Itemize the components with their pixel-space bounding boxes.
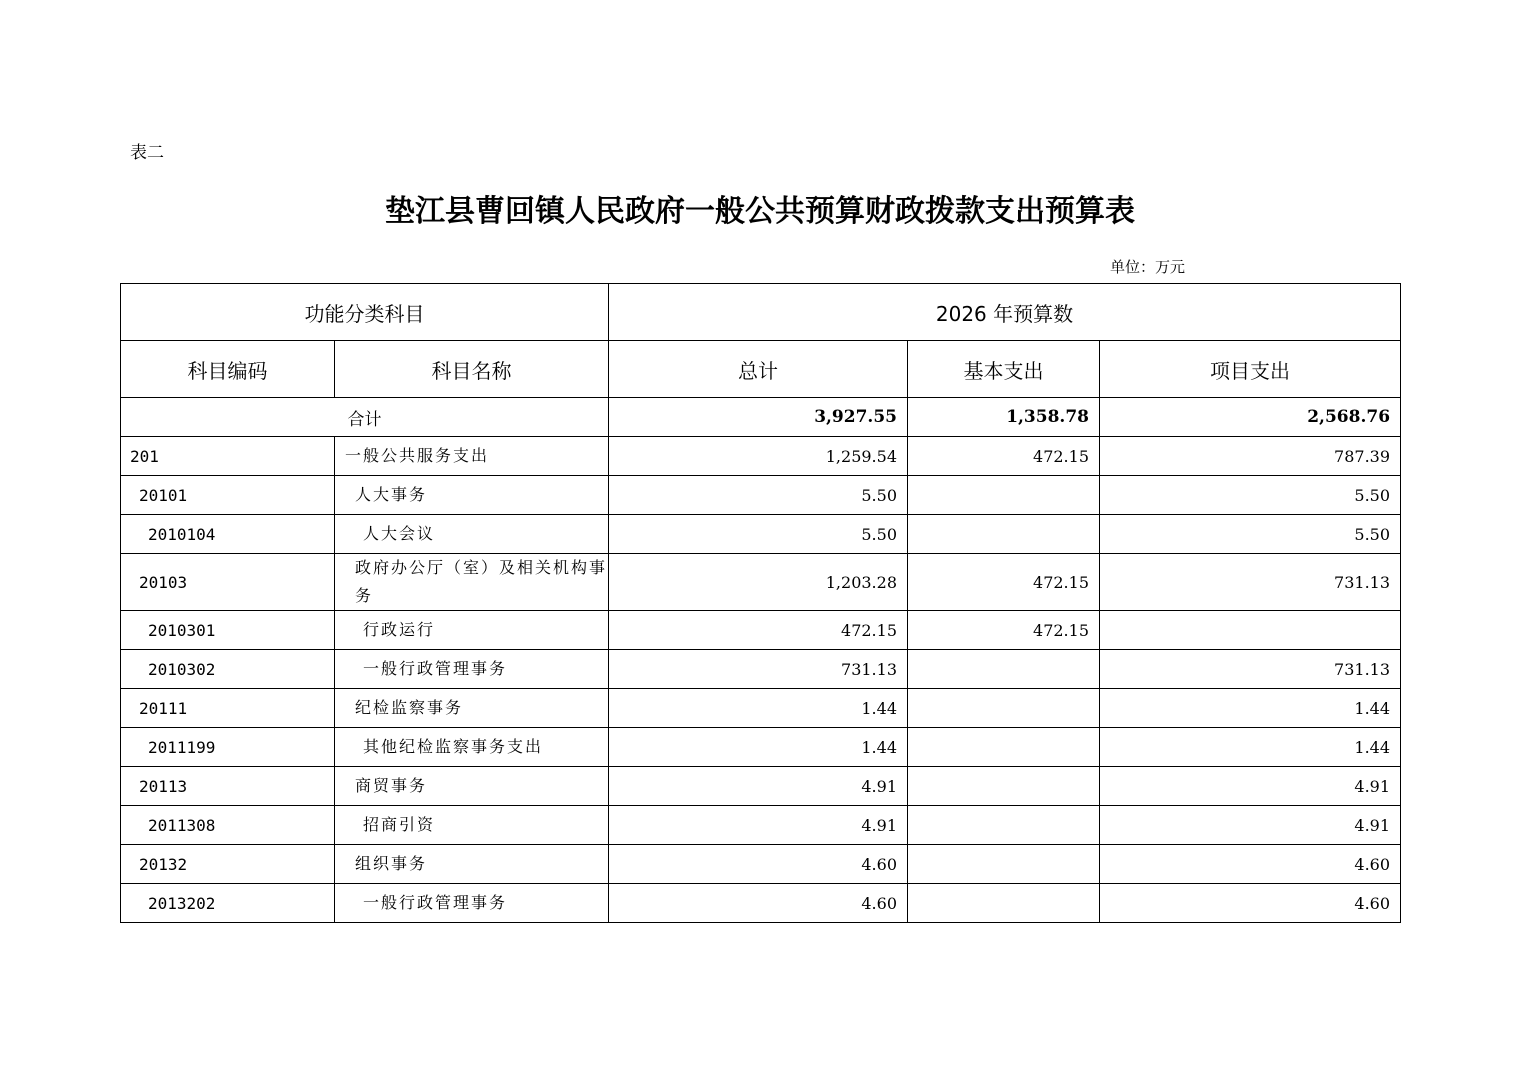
subject-name: 一般行政管理事务 <box>335 884 609 923</box>
row-basic <box>908 806 1100 845</box>
row-basic: 472.15 <box>908 611 1100 650</box>
row-project: 4.91 <box>1100 806 1401 845</box>
subject-code: 20103 <box>121 554 335 611</box>
row-basic <box>908 515 1100 554</box>
subject-code: 2011199 <box>121 728 335 767</box>
table-row <box>121 767 1401 806</box>
budget-table <box>120 283 1401 923</box>
subject-code: 2013202 <box>121 884 335 923</box>
subject-name: 政府办公厅（室）及相关机构事务 <box>335 554 609 611</box>
subject-code: 2010302 <box>121 650 335 689</box>
row-basic: 472.15 <box>908 554 1100 611</box>
row-basic: 472.15 <box>908 437 1100 476</box>
row-total: 4.60 <box>609 884 908 923</box>
table-row <box>121 650 1401 689</box>
header-basic-expenditure: 基本支出 <box>908 341 1100 398</box>
row-project: 4.60 <box>1100 884 1401 923</box>
row-basic <box>908 650 1100 689</box>
header-subject-code: 科目编码 <box>121 341 335 398</box>
subject-code: 2010301 <box>121 611 335 650</box>
row-project: 4.91 <box>1100 767 1401 806</box>
row-total: 5.50 <box>609 515 908 554</box>
subject-code: 20132 <box>121 845 335 884</box>
row-project: 5.50 <box>1100 476 1401 515</box>
row-total: 4.60 <box>609 845 908 884</box>
row-basic <box>908 884 1100 923</box>
row-basic <box>908 728 1100 767</box>
row-total: 4.91 <box>609 806 908 845</box>
subject-name: 一般行政管理事务 <box>335 650 609 689</box>
header-column-row <box>121 341 1401 398</box>
table-row <box>121 476 1401 515</box>
table-row <box>121 884 1401 923</box>
row-project: 731.13 <box>1100 554 1401 611</box>
row-total: 1.44 <box>609 689 908 728</box>
row-project: 787.39 <box>1100 437 1401 476</box>
table-label: 表二 <box>130 143 164 163</box>
total-label: 合计 <box>121 398 609 437</box>
row-total: 731.13 <box>609 650 908 689</box>
subject-name: 招商引资 <box>335 806 609 845</box>
header-project-expenditure: 项目支出 <box>1100 341 1401 398</box>
total-basic-amount: 1,358.78 <box>908 398 1100 437</box>
subject-code: 20101 <box>121 476 335 515</box>
header-group-row <box>121 284 1401 341</box>
table-row <box>121 554 1401 611</box>
row-project <box>1100 611 1401 650</box>
row-project: 1.44 <box>1100 728 1401 767</box>
table-row <box>121 515 1401 554</box>
subject-name: 人大会议 <box>335 515 609 554</box>
subject-name: 人大事务 <box>335 476 609 515</box>
subject-code: 20113 <box>121 767 335 806</box>
table-row <box>121 806 1401 845</box>
header-subject-name: 科目名称 <box>335 341 609 398</box>
subject-name: 商贸事务 <box>335 767 609 806</box>
row-project: 4.60 <box>1100 845 1401 884</box>
row-basic <box>908 476 1100 515</box>
table-row <box>121 437 1401 476</box>
subject-code: 2010104 <box>121 515 335 554</box>
unit-label: 单位：万元 <box>1110 258 1186 276</box>
subject-name: 纪检监察事务 <box>335 689 609 728</box>
row-project: 1.44 <box>1100 689 1401 728</box>
total-project-amount: 2,568.76 <box>1100 398 1401 437</box>
row-basic <box>908 845 1100 884</box>
subject-name: 行政运行 <box>335 611 609 650</box>
subject-code: 20111 <box>121 689 335 728</box>
total-row <box>121 398 1401 437</box>
subject-name: 其他纪检监察事务支出 <box>335 728 609 767</box>
subject-code: 201 <box>121 437 335 476</box>
row-total: 1,203.28 <box>609 554 908 611</box>
row-total: 4.91 <box>609 767 908 806</box>
row-total: 472.15 <box>609 611 908 650</box>
row-total: 1.44 <box>609 728 908 767</box>
row-project: 5.50 <box>1100 515 1401 554</box>
row-total: 5.50 <box>609 476 908 515</box>
subject-name: 一般公共服务支出 <box>335 437 609 476</box>
subject-code: 2011308 <box>121 806 335 845</box>
row-total: 1,259.54 <box>609 437 908 476</box>
table-row <box>121 845 1401 884</box>
total-amount: 3,927.55 <box>609 398 908 437</box>
header-total: 总计 <box>609 341 908 398</box>
table-row <box>121 728 1401 767</box>
header-budget-year: 2026 年预算数 <box>609 284 1401 341</box>
document-title: 垫江县曹回镇人民政府一般公共预算财政拨款支出预算表 <box>385 194 1135 229</box>
row-basic <box>908 767 1100 806</box>
subject-name: 组织事务 <box>335 845 609 884</box>
header-functional-category: 功能分类科目 <box>121 284 609 341</box>
row-project: 731.13 <box>1100 650 1401 689</box>
table-row <box>121 611 1401 650</box>
table-row <box>121 689 1401 728</box>
row-basic <box>908 689 1100 728</box>
